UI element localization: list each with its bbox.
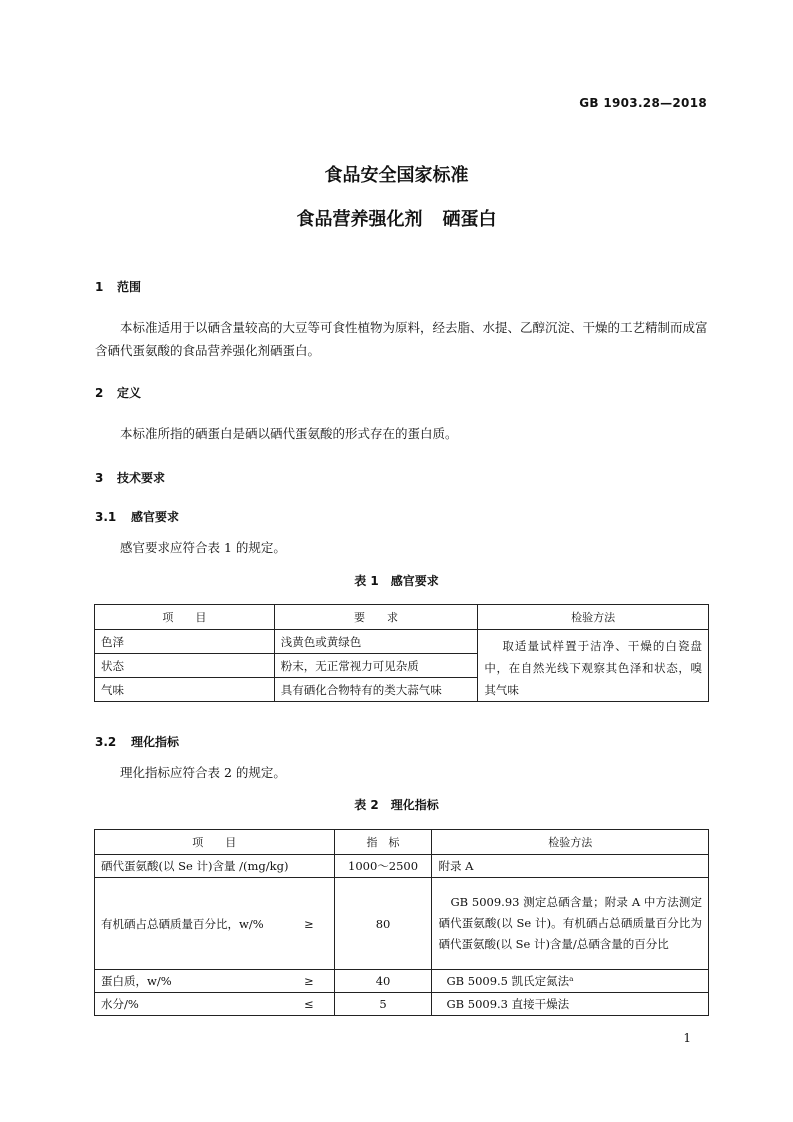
- table-row: [95, 630, 709, 654]
- section-title: 范围: [117, 280, 142, 294]
- item-label: 硒代蛋氨酸(以 Se 计)含量 /(mg/kg): [101, 859, 289, 873]
- section-3-heading: [95, 469, 165, 486]
- table-row: [95, 993, 709, 1016]
- header-requirement: 要 求: [274, 605, 478, 630]
- item-label: 蛋白质，w/%: [101, 974, 172, 988]
- cell-method: GB 5009.93 测定总硒含量；附录 A 中方法测定硒代蛋氨酸(以 Se 计)。有机硒占总硒质量百分比为硒代蛋氨酸(以 Se 计)含量/总硒含量的百分比: [432, 878, 709, 970]
- header-item: 项 目: [95, 830, 335, 855]
- section-number: 1: [95, 280, 104, 294]
- subtitle-category: 食品营养强化剂: [296, 209, 423, 230]
- cell-item: [95, 855, 335, 878]
- cell-item: 色泽: [95, 630, 275, 654]
- cell-requirement: 粉末，无正常视力可见杂质: [274, 654, 478, 678]
- table-2-caption: 表 2 理化指标: [354, 798, 439, 812]
- comparison-symbol: ≥: [303, 916, 314, 931]
- section-number: 3: [95, 471, 104, 485]
- section-number: 3.1: [95, 510, 117, 524]
- cell-method: GB 5009.5 凯氏定氮法ᵃ: [432, 970, 709, 993]
- table-header-row: [95, 605, 709, 630]
- cell-item: 状态: [95, 654, 275, 678]
- table-2-physicochemical: [94, 829, 709, 1016]
- subtitle-substance: 硒蛋白: [442, 209, 497, 230]
- cell-item: 气味: [95, 678, 275, 702]
- table-header-row: [95, 830, 709, 855]
- section-title: 定义: [117, 386, 142, 400]
- section-2-heading: [95, 384, 141, 401]
- cell-value: 80: [334, 878, 432, 970]
- cell-item: [95, 878, 335, 970]
- document-subtitle: [0, 205, 793, 231]
- page-number: 1: [683, 1031, 691, 1045]
- cell-value: 5: [334, 993, 432, 1016]
- section-number: 2: [95, 386, 104, 400]
- section-3-1-heading: [95, 508, 179, 525]
- section-1-text: 本标准适用于以硒含量较高的大豆等可食性植物为原料，经去脂、水提、乙醇沉淀、干燥的工艺精制而成富含硒代蛋氨酸的食品营养强化剂硒蛋白。: [95, 320, 708, 358]
- section-3-1-text: 感官要求应符合表 1 的规定。: [120, 540, 286, 555]
- header-indicator: 指 标: [334, 830, 432, 855]
- section-title: 技术要求: [117, 471, 166, 485]
- cell-value: 1000～2500: [334, 855, 432, 878]
- section-3-2-text: 理化指标应符合表 2 的规定。: [120, 765, 286, 780]
- header-method: 检验方法: [432, 830, 709, 855]
- table-row: [95, 855, 709, 878]
- header-item: 项 目: [95, 605, 275, 630]
- comparison-symbol: ≥: [303, 974, 314, 988]
- cell-value: 40: [334, 970, 432, 993]
- table-row: [95, 878, 709, 970]
- section-title: 感官要求: [131, 510, 180, 524]
- cell-requirement: 具有硒化合物特有的类大蒜气味: [274, 678, 478, 702]
- comparison-symbol: ≤: [303, 997, 314, 1011]
- item-label: 有机硒占总硒质量百分比，w/%: [101, 916, 264, 931]
- section-number: 3.2: [95, 735, 117, 749]
- cell-item: [95, 993, 335, 1016]
- standard-number: GB 1903.28—2018: [579, 96, 707, 110]
- table-1-sensory: [94, 604, 709, 702]
- header-method: 检验方法: [478, 605, 709, 630]
- cell-method: GB 5009.3 直接干燥法: [432, 993, 709, 1016]
- table-1-caption: 表 1 感官要求: [354, 574, 439, 588]
- section-2-text: 本标准所指的硒蛋白是硒以硒代蛋氨酸的形式存在的蛋白质。: [120, 426, 458, 441]
- item-label: 水分/%: [101, 997, 139, 1011]
- cell-item: [95, 970, 335, 993]
- document-title: 食品安全国家标准: [324, 165, 469, 186]
- section-1-heading: [95, 278, 141, 295]
- section-title: 理化指标: [131, 735, 180, 749]
- cell-method: 附录 A: [432, 855, 709, 878]
- cell-method: 取适量试样置于洁净、干燥的白瓷盘中，在自然光线下观察其色泽和状态，嗅其气味: [478, 630, 709, 702]
- section-3-2-heading: [95, 733, 179, 750]
- table-row: [95, 970, 709, 993]
- cell-requirement: 浅黄色或黄绿色: [274, 630, 478, 654]
